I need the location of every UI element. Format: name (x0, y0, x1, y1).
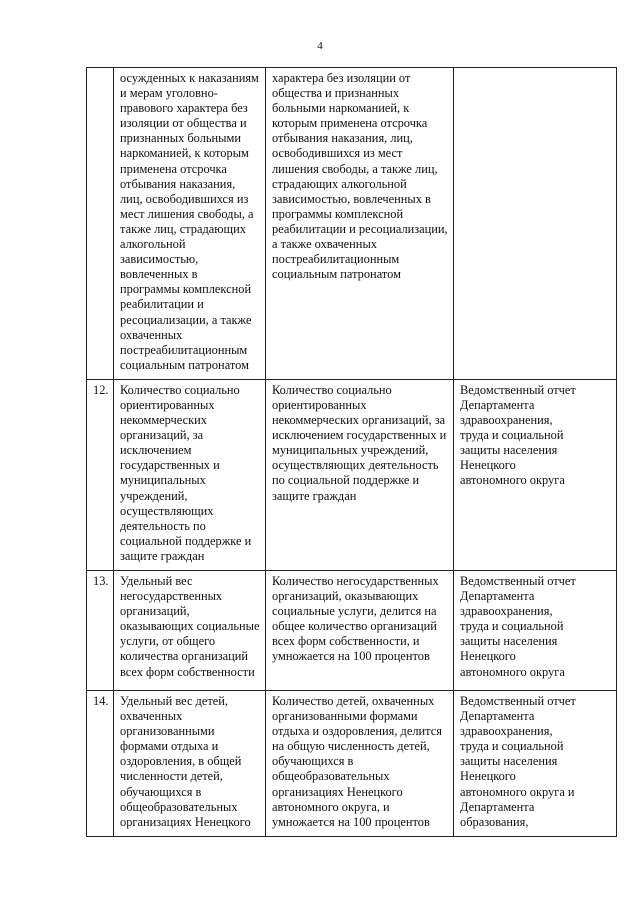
data-source-cell (454, 68, 617, 380)
indicator-cell: Удельный вес детей, охваченных организованными формами отдыха и оздоровления, в общей численности детей, обучающихся в общеобразовательных организациях Ненецкого (114, 691, 266, 837)
indicator-cell: Удельный вес негосударственных организаций, оказывающих социальные услуги, от общего количества организаций всех форм собственности (114, 571, 266, 691)
calculation-method-cell: Количество негосударственных организаций, оказывающих социальные услуги, делится на общее количество организаций всех форм собственности, и умножается на 100 процентов (266, 571, 454, 691)
indicator-cell: Количество социально ориентированных некоммерческих организаций, за исключением государственных и муниципальных учреждений, осуществляющих деятельность по социальной поддержке и защите граждан (114, 379, 266, 570)
calculation-method-cell: характера без изоляции от общества и признанных больными наркоманией, к которым применена отсрочка отбывания наказания, лиц, освободившихся из мест лишения свободы, а также лиц, страдающих алкогольной зависимостью, вовлеченных в программы комплексной реабилитации и ресоциализации, а также охваченных постреабилитационным социальным патронатом (266, 68, 454, 380)
data-source-cell: Ведомственный отчет Департамента здравоохранения, труда и социальной защиты населения Ненецкого автономного округа (454, 571, 617, 691)
row-number-cell: 14. (87, 691, 114, 837)
data-source-cell: Ведомственный отчет Департамента здравоохранения, труда и социальной защиты населения Ненецкого автономного округа (454, 379, 617, 570)
row-number-cell: 12. (87, 379, 114, 570)
table-row (87, 571, 617, 691)
row-number-cell (87, 68, 114, 380)
data-source-cell: Ведомственный отчет Департамента здравоохранения, труда и социальной защиты населения Ненецкого автономного округа и Департамента образования, (454, 691, 617, 837)
table-row (87, 691, 617, 837)
indicator-cell: осужденных к наказаниям и мерам уголовно- правового характера без изоляции от общества и признанных больными наркоманией, к которым применена отсрочка отбывания наказания, лиц, освободившихся из мест лишения свободы, а также лиц, страдающих алкогольной зависимостью, вовлеченных в программы комплексной реабилитации и ресоциализации, а также охваченных постреабилитационным социальным патронатом (114, 68, 266, 380)
row-number-cell: 13. (87, 571, 114, 691)
indicators-table (86, 67, 617, 837)
table-row (87, 379, 617, 570)
page-number: 4 (317, 40, 323, 52)
table-row (87, 68, 617, 380)
calculation-method-cell: Количество социально ориентированных некоммерческих организаций, за исключением государственных и муниципальных учреждений, осуществляющих деятельность по социальной поддержке и защите граждан (266, 379, 454, 570)
calculation-method-cell: Количество детей, охваченных организованными формами отдыха и оздоровления, делится на общую численность детей, обучающихся в общеобразовательных организациях Ненецкого автономного округа, и умножается на 100 процентов (266, 691, 454, 837)
